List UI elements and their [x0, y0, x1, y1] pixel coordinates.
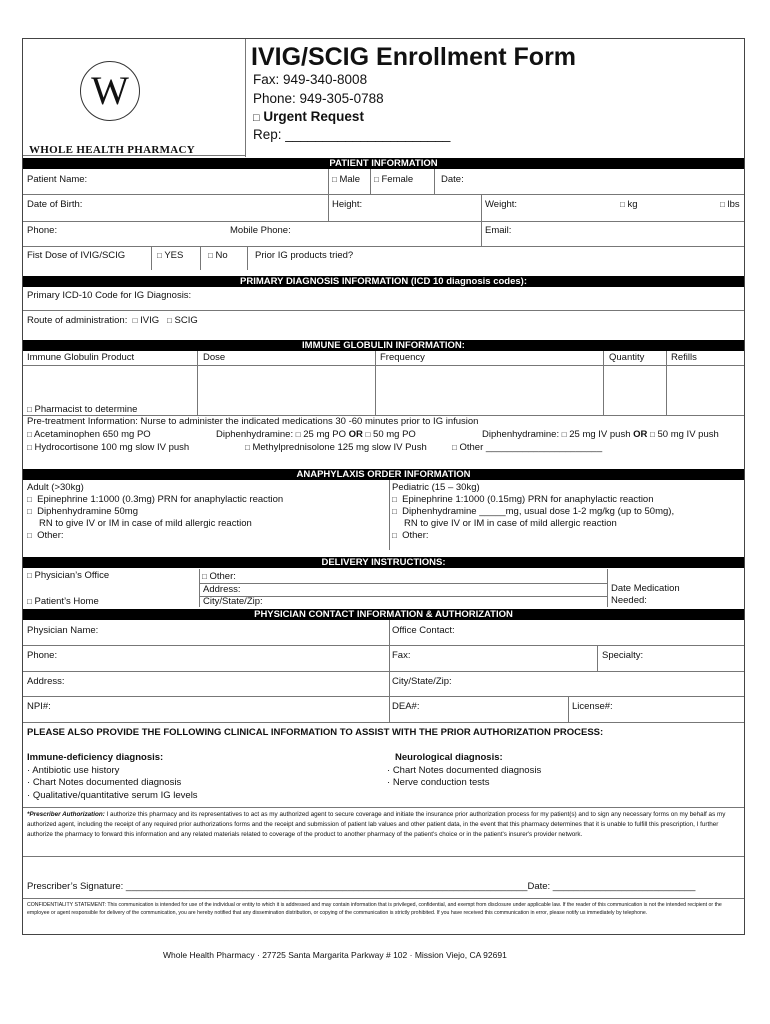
other-pretreat-checkbox[interactable]: □ Other ______________________ [452, 442, 603, 453]
patients-home-checkbox[interactable]: □ Patient’s Home [27, 596, 99, 607]
col-dose: Dose [203, 352, 226, 363]
form-title: IVIG/SCIG Enrollment Form [251, 43, 577, 71]
header-phone: Phone: 949-305-0788 [253, 91, 384, 106]
ped-other-checkbox[interactable]: □ Other: [392, 530, 429, 541]
patient-section-header: PATIENT INFORMATION [23, 158, 744, 169]
ivig-checkbox[interactable]: □ IVIG [132, 315, 160, 326]
npi-field[interactable]: NPI#: [27, 701, 51, 712]
icd-field[interactable]: Primary ICD-10 Code for IG Diagnosis: [27, 290, 192, 301]
logo-letter: W [91, 68, 129, 113]
ped-rn-note: RN to give IV or IM in case of mild allergic reaction [404, 518, 617, 529]
anaphylaxis-section-header: ANAPHYLAXIS ORDER INFORMATION [23, 469, 744, 480]
diph-po-options[interactable]: Diphenhydramine: □ 25 mg PO OR □ 50 mg PO [216, 429, 416, 440]
footer-address: Whole Health Pharmacy · 27725 Santa Margarita Parkway # 102 · Mission Viejo, CA 92691 [163, 950, 507, 960]
yes-checkbox[interactable]: □ YES [157, 250, 184, 261]
confidentiality-statement: CONFIDENTIALITY STATEMENT: This communication is intended for use of the individual or entity to which it is addressed and may contain information that is privileged, confidential, and exempt from disclosure under applicable law. If the reader of this communication is not the intended recipient or the employee or agent responsible for delivery of the communication, you are hereby notified that any dissemination distribution, or copying of the communication is strictly prohibited. If you have received this communication in error, please notify us immediately by telephone. [27, 902, 722, 917]
mobile-phone-field[interactable]: Mobile Phone: [230, 225, 291, 236]
date-needed-label[interactable]: Date Medication Needed: [611, 583, 680, 606]
diagnosis-section-header: PRIMARY DIAGNOSIS INFORMATION (ICD 10 diagnosis codes): [23, 276, 744, 287]
adult-rn-note: RN to give IV or IM in case of mild allergic reaction [39, 518, 252, 529]
physicians-office-checkbox[interactable]: □ Physician’s Office [27, 570, 110, 581]
delivery-other-checkbox[interactable]: □ Other: [202, 571, 236, 582]
logo-text: WHOLE HEALTH PHARMACY [29, 144, 196, 156]
dea-field[interactable]: DEA#: [392, 701, 420, 712]
immune-item: · Qualitative/quantitative serum IG levels [27, 790, 198, 801]
office-contact-field[interactable]: Office Contact: [392, 625, 455, 636]
diph-iv-options[interactable]: Diphenhydramine: □ 25 mg IV push OR □ 50 mg IV push [482, 429, 719, 440]
license-field[interactable]: License#: [572, 701, 613, 712]
header-fax: Fax: 949-340-8008 [253, 72, 368, 87]
kg-checkbox[interactable]: □ kg [620, 199, 638, 210]
col-frequency: Frequency [380, 352, 425, 363]
col-product: Immune Globulin Product [27, 352, 135, 363]
neuro-item: · Chart Notes documented diagnosis [387, 765, 542, 776]
delivery-city-field[interactable]: City/State/Zip: [203, 596, 263, 607]
clinical-heading: PLEASE ALSO PROVIDE THE FOLLOWING CLINICAL INFORMATION TO ASSIST WITH THE PRIOR AUTHORIZATION PROCESS: [27, 727, 604, 738]
physician-fax-field[interactable]: Fax: [392, 650, 411, 661]
scig-checkbox[interactable]: □ SCIG [167, 315, 198, 326]
adult-epi-checkbox[interactable]: □ Epinephrine 1:1000 (0.3mg) PRN for anaphylactic reaction [27, 494, 284, 505]
immune-item: · Chart Notes documented diagnosis [27, 777, 182, 788]
col-refills: Refills [671, 352, 697, 363]
physician-phone-field[interactable]: Phone: [27, 650, 58, 661]
urgent-request-checkbox[interactable] [253, 109, 364, 126]
adult-other-checkbox[interactable]: □ Other: [27, 530, 64, 541]
patient-name-field[interactable]: Patient Name: [27, 174, 88, 185]
col-quantity: Quantity [609, 352, 645, 363]
acetaminophen-checkbox[interactable]: □ Acetaminophen 650 mg PO [27, 429, 151, 440]
male-checkbox[interactable]: □ Male [332, 174, 361, 185]
weight-field[interactable]: Weight: [485, 199, 518, 210]
physician-address-field[interactable]: Address: [27, 676, 65, 687]
urgent-label: Urgent Request [263, 109, 364, 124]
rep-field[interactable]: Rep: ______________________ [253, 127, 451, 142]
checkbox-glyph: □ [253, 112, 260, 124]
neuro-diagnosis-title: Neurological diagnosis: [395, 752, 503, 763]
signature-line[interactable]: Prescriber’s Signature: ____________________________________________________________________________Date: ___________________________ [27, 881, 696, 892]
pretreat-info: Pre-treatment Information: Nurse to administer the indicated medications 30 -60 minutes prior to IG infusion [27, 416, 479, 427]
email-field[interactable]: Email: [485, 225, 512, 236]
dob-field[interactable]: Date of Birth: [27, 199, 83, 210]
immune-diagnosis-title: Immune-deficiency diagnosis: [27, 752, 164, 763]
logo [23, 39, 245, 157]
immune-item: · Antibiotic use history [27, 765, 120, 776]
route-label: Route of administration: □ IVIG □ SCIG [27, 315, 198, 326]
prior-ig-field[interactable]: Prior IG products tried? [255, 250, 354, 261]
physician-section-header: PHYSICIAN CONTACT INFORMATION & AUTHORIZATION [23, 609, 744, 620]
lbs-checkbox[interactable]: □ lbs [720, 199, 740, 210]
adult-diph-checkbox[interactable]: □ Diphenhydramine 50mg [27, 506, 138, 517]
hydrocortisone-checkbox[interactable]: □ Hydrocortisone 100 mg slow IV push [27, 442, 190, 453]
physician-city-field[interactable]: City/State/Zip: [392, 676, 452, 687]
ped-diph-checkbox[interactable]: □ Diphenhydramine _____mg, usual dose 1-2 mg/kg (up to 50mg), [392, 506, 675, 517]
delivery-section-header: DELIVERY INSTRUCTIONS: [23, 557, 744, 568]
adult-label: Adult (>30kg) [27, 482, 84, 493]
immune-section-header: IMMUNE GLOBULIN INFORMATION: [23, 340, 744, 351]
no-checkbox[interactable]: □ No [208, 250, 228, 261]
height-field[interactable]: Height: [332, 199, 363, 210]
authorization-text: *Prescriber Authorization: I authorize this pharmacy and its representatives to act as my authorized agent to secure coverage and initiate the insurance prior authorization process for my patient(s) and to sign any necessary forms on my behalf as my authorized agent, including the receipt of any required prior authorizations forms and the receipt and submission of patient lab values and other patient data, in the event that this pharmacy determines that it is unable to fulfill this prescription, I further authorize the pharmacy to forward this information and any related materials related to coverage of the product to another pharmacy of the patient's choice or in the patient's insurer's provider network. [27, 811, 726, 838]
first-dose-label: Fist Dose of IVIG/SCIG [27, 250, 126, 261]
phone-field[interactable]: Phone: [27, 225, 58, 236]
methyl-checkbox[interactable]: □ Methylprednisolone 125 mg slow IV Push [245, 442, 427, 453]
enrollment-form [22, 38, 745, 935]
pharmacist-checkbox[interactable]: □ Pharmacist to determine [27, 404, 138, 415]
ped-epi-checkbox[interactable]: □ Epinephrine 1:1000 (0.15mg) PRN for anaphylactic reaction [392, 494, 654, 505]
specialty-field[interactable]: Specialty: [602, 650, 644, 661]
delivery-address-field[interactable]: Address: [203, 584, 241, 595]
pediatric-label: Pediatric (15 – 30kg) [392, 482, 480, 493]
physician-name-field[interactable]: Physician Name: [27, 625, 99, 636]
neuro-item: · Nerve conduction tests [387, 777, 490, 788]
date-field[interactable]: Date: [441, 174, 464, 185]
female-checkbox[interactable]: □ Female [374, 174, 414, 185]
